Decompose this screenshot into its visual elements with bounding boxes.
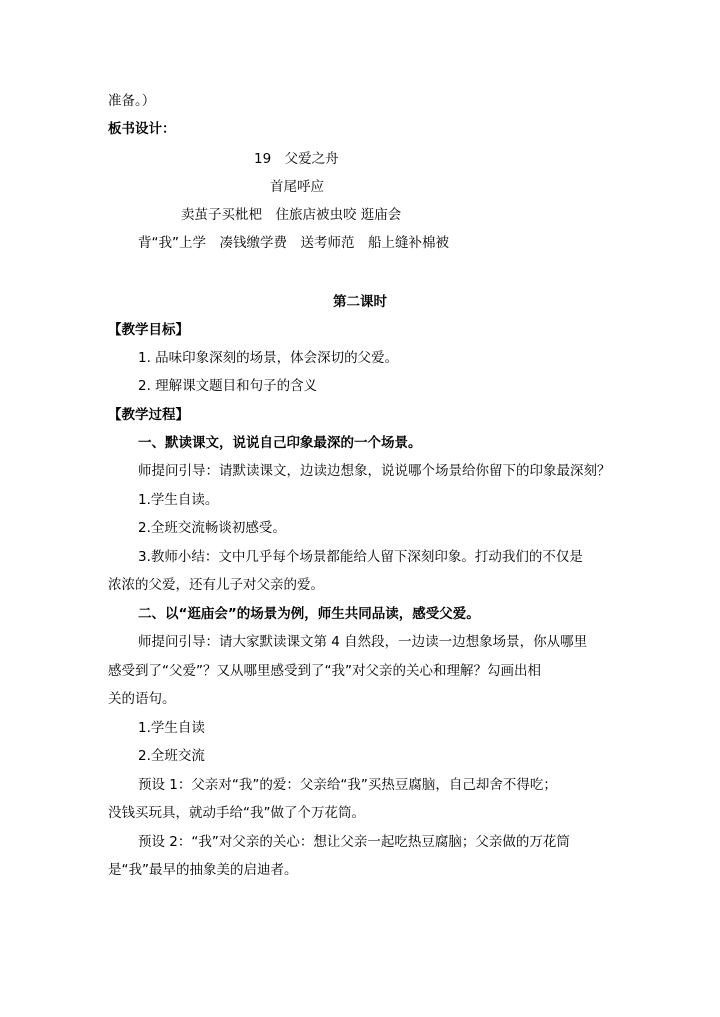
part1-step: 1.学生自读。 — [138, 492, 219, 508]
part2-step: 1.学生自读 — [138, 720, 205, 736]
process-heading: 【教学过程】 — [108, 407, 189, 423]
part1-summary-cont: 浓浓的父爱，还有儿子对父亲的爱。 — [108, 577, 324, 593]
objective-item: 1. 品味印象深刻的场景，体会深切的父爱。 — [138, 350, 399, 366]
board-events-row: 背“我”上学 凑钱缴学费 送考师范 船上缝补棉被 — [138, 235, 449, 251]
preset1: 预设 1：父亲对“我”的爱：父亲给“我”买热豆腐脑，自己却舍不得吃； — [138, 777, 557, 793]
part2-guide-cont: 关的语句。 — [108, 691, 176, 707]
part2-heading: 二、以“逛庙会”的场景为例，师生共同品读，感受父爱。 — [138, 606, 480, 622]
preset2-cont: 是“我”最早的抽象美的启迪者。 — [108, 862, 298, 878]
part1-step: 2.全班交流畅谈初感受。 — [138, 520, 286, 536]
board-title: 19 父爱之舟 — [254, 151, 339, 167]
board-scenes-row: 卖茧子买枇杷 住旅店被虫咬 逛庙会 — [181, 207, 402, 223]
opening-fragment: 准备。） — [108, 93, 156, 109]
objective-item: 2. 理解课文题目和句子的含义 — [138, 378, 318, 394]
preset1-cont: 没钱买玩具，就动手给“我”做了个万花筒。 — [108, 805, 365, 821]
preset2: 预设 2：“我”对父亲的关心：想让父亲一起吃热豆腐脑；父亲做的万花筒 — [138, 834, 570, 850]
board-subtitle: 首尾呼应 — [270, 179, 324, 195]
part1-guide: 师提问引导：请默读课文，边读边想象，说说哪个场景给你留下的印象最深刻？ — [138, 463, 611, 479]
part1-heading: 一、默读课文，说说自己印象最深的一个场景。 — [138, 435, 422, 451]
part2-guide-cont: 感受到了“父爱”？又从哪里感受到了“我”对父亲的关心和理解？勾画出相 — [108, 663, 541, 679]
board-heading: 板书设计： — [108, 121, 176, 137]
objectives-heading: 【教学目标】 — [108, 322, 189, 338]
part2-step: 2.全班交流 — [138, 748, 205, 764]
lesson2-title: 第二课时 — [333, 294, 387, 310]
part2-guide: 师提问引导：请大家默读课文第 4 自然段，一边读一边想象场景，你从哪里 — [138, 634, 588, 650]
part1-summary: 3.教师小结：文中几乎每个场景都能给人留下深刻印象。打动我们的不仅是 — [138, 549, 583, 565]
